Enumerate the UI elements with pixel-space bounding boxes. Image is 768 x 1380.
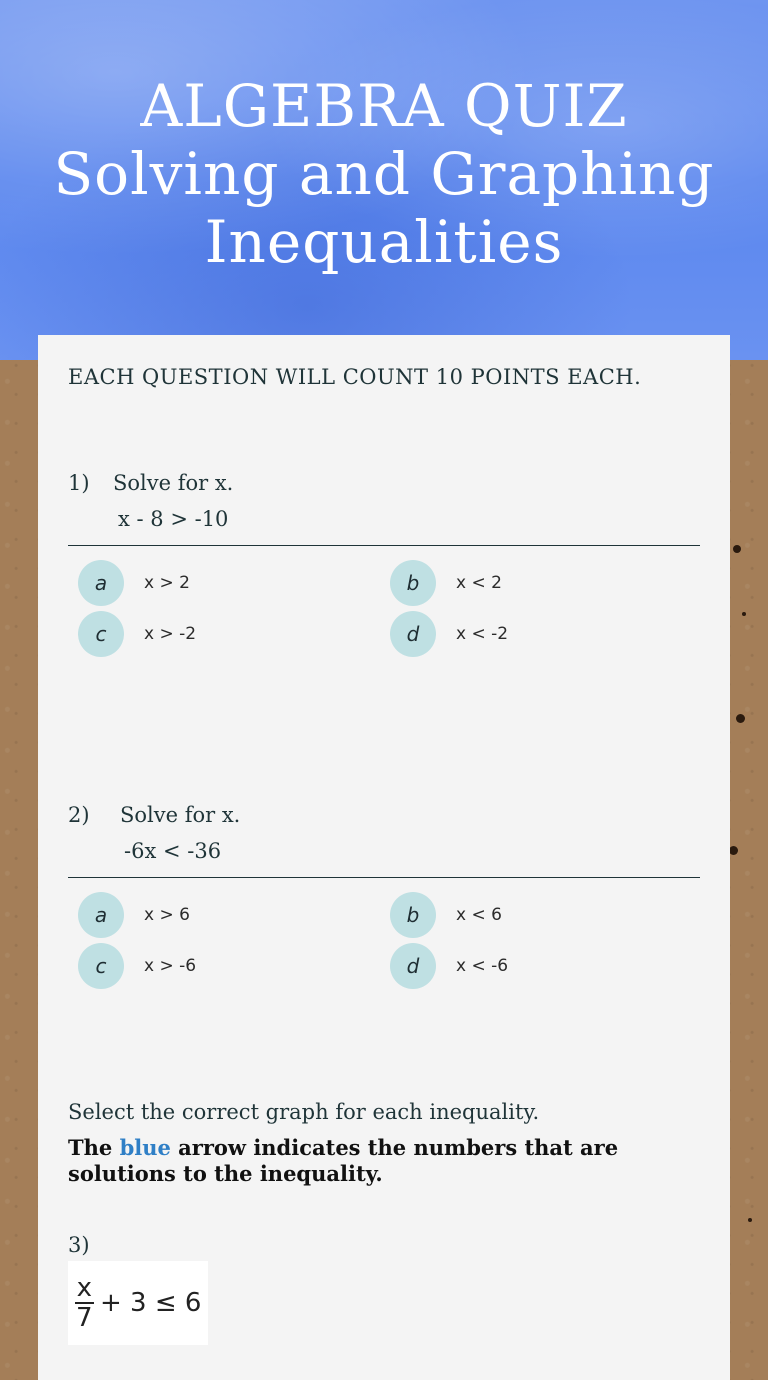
title-line-2: Solving and Graphing [53,140,715,208]
option-letter-badge: d [390,611,436,657]
question-1-prompt: Solve for x. [113,471,234,495]
fraction-denominator: 7 [76,1303,93,1333]
decorative-splatter [736,714,745,723]
graph-instruction: Select the correct graph for each inequality. [68,1100,540,1124]
option-text: x > -6 [144,956,197,976]
question-2-prompt: Solve for x. [120,803,241,827]
option-letter-badge: a [78,892,124,938]
points-note: EACH QUESTION WILL COUNT 10 POINTS EACH. [68,365,642,389]
title-line-1: ALGEBRA QUIZ [140,72,628,140]
header-banner [0,0,768,360]
option-text: x > 6 [144,905,190,925]
question-1-option-b[interactable] [390,560,502,606]
question-2-divider [68,877,700,878]
option-text: x < -2 [456,624,509,644]
option-letter-badge: b [390,892,436,938]
graph-note [68,1135,688,1187]
question-1-divider [68,545,700,546]
option-text: x < 2 [456,573,502,593]
question-2-option-c[interactable] [78,943,196,989]
question-1-option-a[interactable] [78,560,190,606]
option-letter-badge: c [78,943,124,989]
decorative-splatter [733,545,741,553]
question-1-number: 1) [68,471,90,495]
expression-rest: + 3 ≤ 6 [99,1288,202,1318]
question-2-option-b[interactable] [390,892,502,938]
question-1-option-d[interactable] [390,611,508,657]
option-letter-badge: a [78,560,124,606]
decorative-splatter [748,1218,752,1222]
question-2-number: 2) [68,803,90,827]
question-2-option-a[interactable] [78,892,190,938]
graph-note-end: arrow indicates the numbers that are solutions to the inequality. [68,1135,619,1186]
question-2-option-d[interactable] [390,943,508,989]
graph-note-start: The [68,1135,120,1160]
option-text: x < -6 [456,956,509,976]
question-2-expression: -6x < -36 [124,839,222,863]
decorative-splatter [729,846,738,855]
option-letter-badge: b [390,560,436,606]
option-text: x < 6 [456,905,502,925]
quiz-card [38,335,730,1380]
option-letter-badge: c [78,611,124,657]
fraction-numerator: x [76,1273,92,1303]
option-letter-badge: d [390,943,436,989]
question-1-option-c[interactable] [78,611,196,657]
graph-note-highlight: blue [119,1135,171,1160]
question-3-number: 3) [68,1233,90,1257]
question-1-expression: x - 8 > -10 [118,507,229,531]
decorative-splatter [742,612,746,616]
page-title [0,72,768,276]
fraction [75,1274,94,1332]
title-line-3: Inequalities [204,208,564,276]
option-text: x > -2 [144,624,197,644]
question-3-expression-image [68,1261,208,1345]
option-text: x > 2 [144,573,190,593]
